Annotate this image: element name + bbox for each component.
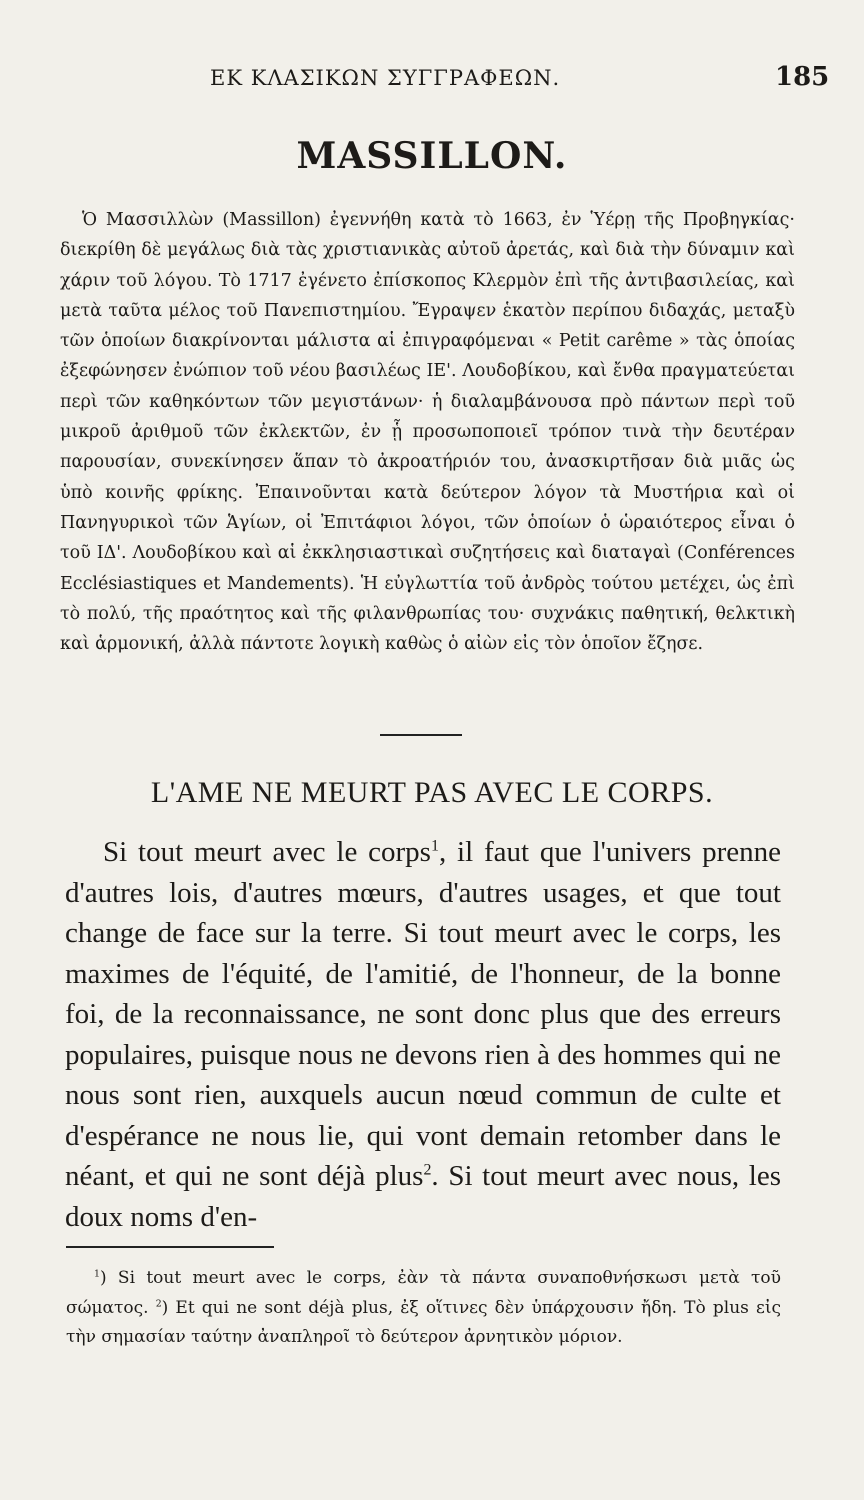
passage-part-1: Si tout meurt avec le corps bbox=[103, 836, 431, 868]
page-number: 185 bbox=[775, 62, 830, 92]
main-passage bbox=[65, 832, 781, 1237]
footnote-2: ) Et qui ne sont déjà plus, ἐξ οἵτινες δὲν ὑπάρχουσιν ἤδη. Τὸ plus εἰς τὴν σημασίαν ταύτην ἀναπληροῖ τὸ δεύτερον ἀρνητικὸν μόριον. bbox=[66, 1297, 782, 1347]
page-title: MASSILLON. bbox=[296, 135, 568, 177]
section-title: L'AME NE MEURT PAS AVEC LE CORPS. bbox=[150, 776, 714, 809]
passage-part-3: . Si tout meurt avec nous, les doux noms d'en- bbox=[65, 1160, 781, 1233]
passage-paragraph bbox=[65, 832, 781, 1237]
footnote-mark-1: 1 bbox=[94, 1268, 100, 1280]
passage-part-2: , il faut que l'univers prenne d'autres lois, d'autres mœurs, d'autres usages, et que tout change de face sur la terre. Si tout meurt avec le corps, les maximes de l'équité, de l'amitié, de l'honneur, de la bonne foi, de la reconnaissance, ne sont donc plus que des erreurs populaires, puisque nous ne devons rien à des hommes qui ne nous sont rien, auxquels aucun nœud commun de culte et d'espérance ne nous lie, qui vont demain retomber dans le néant, et qui ne sont déjà plus bbox=[65, 836, 781, 1192]
intro-paragraph bbox=[60, 205, 795, 659]
footnote-mark-2: 2 bbox=[155, 1297, 162, 1309]
running-head: ΕΚ ΚΛΑΣΙΚΩΝ ΣΥΓΓΡΑΦΕΩΝ. bbox=[210, 66, 561, 90]
footnote-1: ) Si tout meurt avec le corps, ἐὰν τὰ πάντα συναποθνήσκωσι μετὰ τοῦ σώματος. bbox=[66, 1268, 781, 1318]
footnote-divider bbox=[66, 1246, 274, 1248]
section-divider bbox=[380, 734, 462, 736]
footnote-block bbox=[66, 1264, 781, 1353]
footnotes bbox=[66, 1264, 781, 1353]
footnote-ref-1: 1 bbox=[430, 837, 439, 855]
footnote-ref-2: 2 bbox=[423, 1161, 432, 1179]
intro-text: Ὁ Μασσιλλὼν (Massillon) ἐγεννήθη κατὰ τὸ 1663, ἐν Ὑέρῃ τῆς Προβηγκίας· διεκρίθη δὲ μεγάλως διὰ τὰς χριστιανικὰς αὐτοῦ ἀρετάς, καὶ διὰ τὴν δύναμιν καὶ χάριν τοῦ λόγου. Τὸ 1717 ἐγένετο ἐπίσκοπος Κλερμὸν ἐπὶ τῆς ἀντιβασιλείας, καὶ μετὰ ταῦτα μέλος τοῦ Πανεπιστημίου. Ἔγραψεν ἑκατὸν περίπου διδαχάς, μεταξὺ τῶν ὁποίων διακρίνονται μάλιστα αἱ ἐπιγραφόμεναι « Petit carême » τὰς ὁποίας ἐξεφώνησεν ἐνώπιον τοῦ νέου βασιλέως ΙΕ'. Λουδοβίκου, καὶ ἔνθα πραγματεύεται περὶ τῶν καθηκόντων τῶν μεγιστάνων· ἡ διαλαμβάνουσα πρὸ πάντων περὶ τοῦ μικροῦ ἀριθμοῦ τῶν ἐκλεκτῶν, ἐν ᾗ προσωποποιεῖ τρόπον τινὰ τὴν δευτέραν παρουσίαν, συνεκίνησεν ἅπαν τὸ ἀκροατήριόν του, ἀνασκιρτῆσαν διὰ μιᾶς ὡς ὑπὸ κοινῆς φρίκης. Ἐπαινοῦνται κατὰ δεύτερον λόγον τὰ Μυστήρια καὶ οἱ Πανηγυρικοὶ τῶν Ἁγίων, οἱ Ἐπιτάφιοι λόγοι, τῶν ὁποίων ὁ ὡραιότερος εἶναι ὁ τοῦ ΙΔ'. Λουδοβίκου καὶ αἱ ἐκκλησιαστικαὶ συζητήσεις καὶ διαταγαὶ (Conférences Ecclésiastiques et Mandements). Ἡ εὐγλωττία τοῦ ἀνδρὸς τούτου μετέχει, ὡς ἐπὶ τὸ πολύ, τῆς πραότητος καὶ τῆς φιλανθρωπίας του· συχνάκις παθητική, θελκτικὴ καὶ ἁρμονική, ἀλλὰ πάντοτε λογικὴ καθὼς ὁ αἰὼν εἰς τὸν ὁποῖον ἔζησε. bbox=[60, 210, 795, 655]
